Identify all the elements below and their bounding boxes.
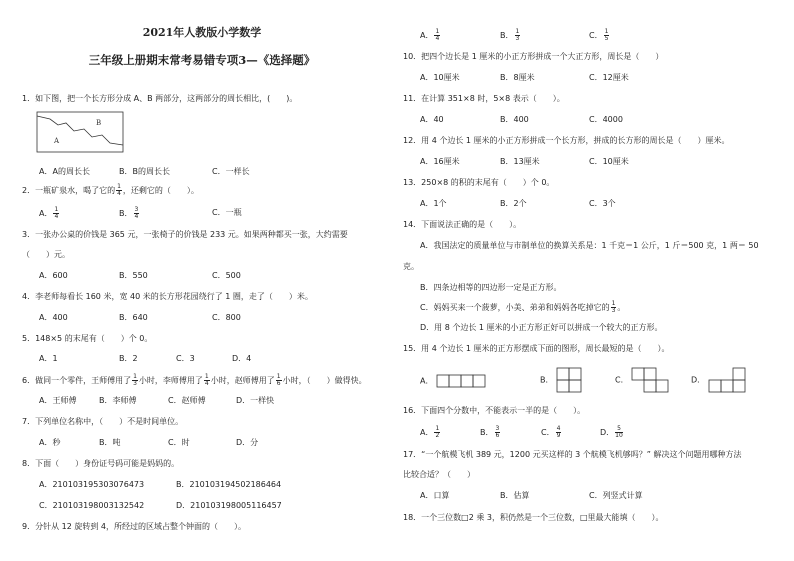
q5-option-c[interactable]: C．3: [176, 354, 195, 363]
q1-option-c[interactable]: C．一样长: [212, 167, 250, 176]
q9-option-b[interactable]: B． $\frac{1}{3}$: [500, 28, 520, 42]
question-1: 1．如下图，把一个长方形分成 A、B 两部分，这两部分的周长相比，( )。: [22, 94, 298, 103]
question-12: 12．用 4 个边长 1 厘米的小正方形拼成一个长方形，拼成的长方形的周长是（ ）厘米。: [403, 136, 730, 145]
q4-option-c[interactable]: C．800: [212, 313, 241, 322]
q3-option-c[interactable]: C．500: [212, 271, 241, 280]
q10-option-c[interactable]: C．12厘米: [589, 73, 629, 82]
q7-option-d[interactable]: D．分: [236, 438, 259, 447]
q12-option-b[interactable]: B．13厘米: [500, 157, 540, 166]
question-17-line-2: 比较合适？（ ）: [403, 470, 475, 479]
q17-option-c[interactable]: C．列竖式计算: [589, 491, 643, 500]
question-13: 13．250×8 的积的末尾有（ ）个 0。: [403, 178, 555, 187]
q3-option-a[interactable]: A．600: [39, 271, 68, 280]
question-2: [22, 184, 199, 197]
q1-label-b: B: [96, 119, 102, 127]
q7-option-a[interactable]: A．秒: [39, 438, 61, 447]
q1-option-a[interactable]: A．A的周长长: [39, 167, 90, 176]
q16-option-b[interactable]: B． $\frac{3}{6}$: [480, 425, 500, 439]
question-8: 8．下面（ ）身份证号码可能是妈妈的。: [22, 459, 180, 468]
q12-option-c[interactable]: C．10厘米: [589, 157, 629, 166]
q17-option-b[interactable]: B．估算: [500, 491, 530, 500]
q1-label-a: A: [54, 137, 60, 145]
q11-option-b[interactable]: B．400: [500, 115, 529, 124]
q10-option-b[interactable]: B．8厘米: [500, 73, 535, 82]
q11-option-c[interactable]: C．4000: [589, 115, 623, 124]
q6-option-b[interactable]: B．李师傅: [99, 396, 137, 405]
q2-text-pre: 2．一瓶矿泉水，喝了它的: [22, 186, 116, 195]
question-4: 4．李老师每看长 160 米，宽 40 米的长方形花园绕行了 1 圈，走了（ ）米。: [22, 292, 313, 301]
q15-shape-l-tetromino: [708, 367, 748, 393]
q15-option-c[interactable]: C．: [615, 367, 671, 393]
question-11: 11．在计算 351×8 时，5×8 表示（ ）。: [403, 94, 565, 103]
q9-option-a[interactable]: A． $\frac{1}{4}$: [420, 28, 440, 42]
page-subtitle: 三年级上册期末常考易错专项3—《选择题》: [88, 53, 316, 67]
q9-option-c[interactable]: C． $\frac{1}{5}$: [589, 28, 609, 42]
q1-rectangle-outline: [37, 112, 123, 152]
q8-option-c[interactable]: C．210103198003132542: [39, 501, 145, 510]
q1-dividing-line: [37, 116, 123, 145]
q15-shape-row-of-four: [436, 374, 486, 388]
q17-option-a[interactable]: A．口算: [420, 491, 450, 500]
q14-option-c[interactable]: C．妈妈买来一个菠萝，小美、弟弟和妈妈各吃掉它的 $\frac{1}{3}$ 。: [420, 300, 626, 314]
q8-option-b[interactable]: B．210103194502186464: [176, 480, 282, 489]
q2-fraction: $\frac{1}{4}$: [117, 183, 121, 197]
q5-option-d[interactable]: D．4: [232, 354, 252, 363]
q6-option-c[interactable]: C．赵师傅: [168, 396, 206, 405]
q4-option-b[interactable]: B．640: [119, 313, 148, 322]
q5-option-b[interactable]: B．2: [119, 354, 138, 363]
q5-option-a[interactable]: A．1: [39, 354, 58, 363]
q7-option-c[interactable]: C．时: [168, 438, 190, 447]
q14-option-a-line-2: 克。: [403, 262, 419, 271]
q2-option-c[interactable]: C．一瓶: [212, 208, 242, 217]
q15-option-d[interactable]: D．: [691, 367, 748, 393]
q6-option-d[interactable]: D．一样快: [236, 396, 275, 405]
q6-option-a[interactable]: A．王师傅: [39, 396, 77, 405]
question-9: 9．分针从 12 旋转到 4，所经过的区域占整个钟面的（ ）。: [22, 522, 246, 531]
q16-option-a[interactable]: A． $\frac{1}{2}$: [420, 425, 440, 439]
q15-option-b[interactable]: B．: [540, 367, 584, 393]
q16-option-d[interactable]: D． $\frac{5}{10}$: [600, 425, 623, 439]
q10-option-a[interactable]: A．10厘米: [420, 73, 460, 82]
q1-option-b[interactable]: B．B的周长长: [119, 167, 170, 176]
page-title: 2021年人教版小学数学: [142, 26, 262, 39]
q3-option-b[interactable]: B．550: [119, 271, 148, 280]
question-10: 10．把四个边长是 1 厘米的小正方形拼成一个大正方形，周长是（ ）: [403, 52, 664, 61]
q13-option-a[interactable]: A．1个: [420, 199, 447, 208]
q2-text-post: ，还剩它的（ ）。: [122, 186, 199, 195]
q14-option-b[interactable]: B．四条边相等的四边形一定是正方形。: [420, 283, 562, 292]
q2-option-b[interactable]: B． $\frac{3}{4}$: [119, 206, 139, 220]
q8-option-d[interactable]: D．210103198005116457: [176, 501, 282, 510]
question-17-line-1: 17．“一个航模飞机 389 元，1200 元买这样的 3 个航模飞机够吗？” 解决这个问题用哪种方法: [403, 450, 742, 459]
question-14: 14．下面说法正确的是（ ）。: [403, 220, 522, 229]
q2-option-a[interactable]: A． $\frac{1}{4}$: [39, 206, 59, 220]
question-18: 18．一个三位数□2 乘 3，积仍然是一个三位数，□里最大能填（ ）。: [403, 513, 664, 522]
q7-option-b[interactable]: B．吨: [99, 438, 121, 447]
q8-option-a[interactable]: A．210103195303076473: [39, 480, 145, 489]
q12-option-a[interactable]: A．16厘米: [420, 157, 460, 166]
q14-option-d[interactable]: D．用 8 个边长 1 厘米的小正方形正好可以拼成一个较大的正方形。: [420, 323, 663, 332]
q15-shape-square-2x2: [556, 367, 584, 393]
question-15: 15．用 4 个边长 1 厘米的正方形摆成下面的图形，周长最短的是（ ）。: [403, 344, 670, 353]
q14-option-a-line-1[interactable]: A．我国法定的质量单位与市制单位的换算关系是：1 千克＝1 公斤，1 斤＝500 克，1 两＝ 50: [420, 241, 759, 250]
question-16: 16．下面四个分数中，不能表示一半的是（ ）。: [403, 406, 586, 415]
q13-option-c[interactable]: C．3个: [589, 199, 616, 208]
q11-option-a[interactable]: A．40: [420, 115, 444, 124]
q15-option-a[interactable]: A．: [420, 374, 486, 388]
q4-option-a[interactable]: A．400: [39, 313, 68, 322]
q15-shape-z-tetromino: [631, 367, 671, 393]
question-6: 6．做同一个零件，王师傅用了 $\frac{1}{3}$ 小时，李师傅用了 $\frac{1}{4}$ 小时，赵师傅用了 $\frac{1}{6}$ 小时，（ ）做得快。: [22, 373, 367, 387]
question-3-line-1: 3．一张办公桌的价钱是 365 元，一张椅子的价钱是 233 元。如果两种都买一张，大约需要: [22, 230, 348, 239]
q13-option-b[interactable]: B．2个: [500, 199, 527, 208]
q16-option-c[interactable]: C． $\frac{4}{9}$: [541, 425, 561, 439]
q1-rectangle-figure: [36, 111, 126, 155]
question-5: 5．148×5 的末尾有（ ）个 0。: [22, 334, 153, 343]
question-7: 7．下列单位名称中，（ ）不是时间单位。: [22, 417, 184, 426]
question-3-line-2: （ ）元。: [22, 250, 70, 259]
